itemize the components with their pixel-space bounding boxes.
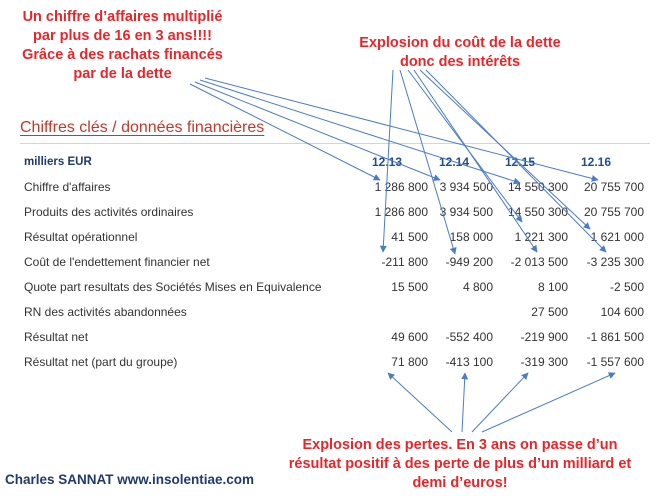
- row-value: 15 500: [391, 280, 428, 294]
- row-value: -413 100: [445, 355, 493, 369]
- arrow-debt-1214: [400, 70, 455, 254]
- annotation-line: résultat positif à des perte de plus d’un milliard et: [288, 456, 632, 472]
- row-value: 4 800: [462, 280, 493, 294]
- row-value: 49 600: [391, 330, 428, 344]
- arrow-debt-1215-b: [414, 70, 537, 252]
- row-value: 20 755 700: [583, 180, 644, 194]
- arrow-loss-1216: [482, 373, 615, 432]
- row-value: 3 934 500: [439, 180, 493, 194]
- row-value: 3 934 500: [439, 205, 493, 219]
- row-value: -211 800: [381, 255, 428, 269]
- arrow-loss-1214: [462, 373, 465, 432]
- row-label: Produits des activités ordinaires: [24, 205, 194, 219]
- row-value: -319 300: [520, 355, 568, 369]
- row-label: Coût de l'endettement financier net: [24, 255, 210, 269]
- row-label: Résultat net: [24, 330, 89, 344]
- annotation-line: Grâce à des rachats financés: [22, 47, 223, 63]
- arrow-loss-1215: [472, 373, 528, 432]
- row-value: -949 200: [445, 255, 493, 269]
- arrow-loss-1213: [388, 373, 452, 432]
- row-value: 8 100: [537, 280, 568, 294]
- annotation-line: demi d’euros!: [412, 475, 508, 491]
- annotation-line: donc des intérêts: [399, 54, 521, 70]
- row-value: -1 557 600: [586, 355, 644, 369]
- annotation-line: Explosion des pertes. En 3 ans on passe d’un: [302, 437, 618, 453]
- row-value: -3 235 300: [586, 255, 644, 269]
- row-value: 71 800: [391, 355, 428, 369]
- row-value: 158 000: [449, 230, 493, 244]
- row-value: 27 500: [531, 305, 568, 319]
- row-label: Chiffre d'affaires: [24, 180, 111, 194]
- row-label: Résultat opérationnel: [24, 230, 138, 244]
- row-value: -2 013 500: [510, 255, 568, 269]
- row-value: 1 286 800: [374, 180, 428, 194]
- year-header: 12.15: [504, 155, 536, 169]
- annotation-line: Explosion du coût de la dette: [359, 35, 561, 51]
- row-value: 104 600: [600, 305, 644, 319]
- row-value: 1 221 300: [514, 230, 568, 244]
- row-label: Résultat net (part du groupe): [24, 355, 178, 369]
- unit-label: milliers EUR: [24, 156, 92, 168]
- arrow-revenue-1214: [195, 82, 440, 180]
- row-value: -2 500: [609, 280, 644, 294]
- annotation-line: par de la dette: [73, 66, 172, 82]
- year-header: 12.13: [371, 155, 403, 169]
- annotation-line: Un chiffre d’affaires multiplié: [22, 9, 223, 25]
- row-value: 1 286 800: [374, 205, 428, 219]
- year-header: 12.14: [438, 155, 470, 169]
- row-value: 14 550 300: [507, 205, 568, 219]
- annotation-line: par plus de 16 en 3 ans!!!!: [33, 28, 212, 44]
- row-value: -1 861 500: [586, 330, 644, 344]
- footer-credit: Charles SANNAT www.insolentiae.com: [5, 472, 255, 487]
- year-header: 12.16: [580, 155, 612, 169]
- arrow-revenue-1215: [200, 80, 520, 183]
- row-value: 20 755 700: [583, 205, 644, 219]
- row-value: 1 621 000: [590, 230, 644, 244]
- row-label: RN des activités abandonnées: [24, 305, 187, 319]
- row-label: Quote part resultats des Sociétés Mises en Equivalence: [24, 280, 322, 294]
- row-value: -219 900: [520, 330, 568, 344]
- row-value: -552 400: [445, 330, 493, 344]
- section-title[interactable]: Chiffres clés / données financières: [20, 119, 265, 136]
- row-value: 14 550 300: [507, 180, 568, 194]
- row-value: 41 500: [391, 230, 428, 244]
